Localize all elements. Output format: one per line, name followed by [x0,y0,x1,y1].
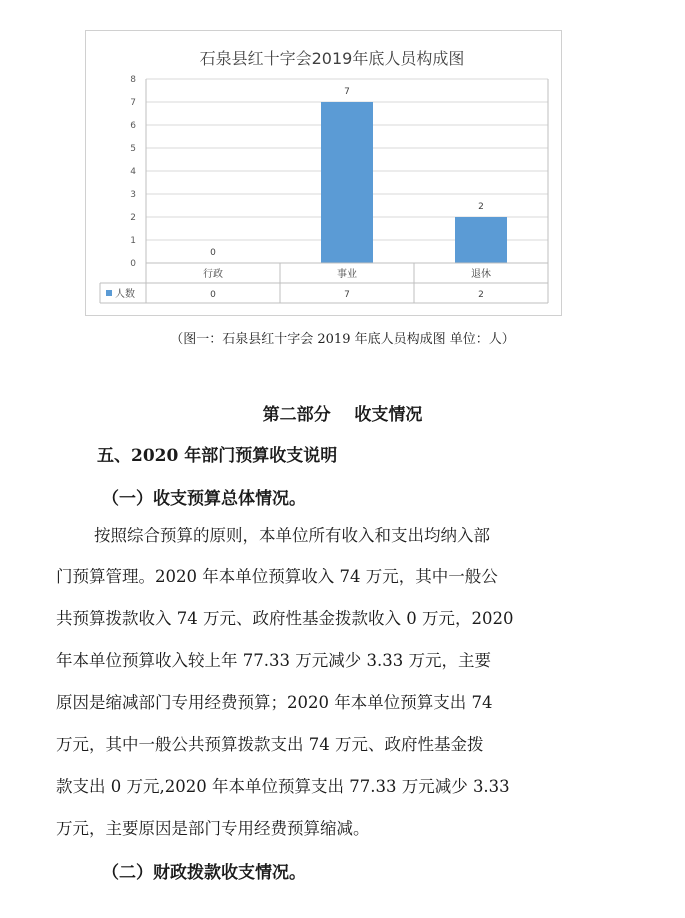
figure-caption: （图一：石泉县红十字会 2019 年底人员构成图 单位：人） [170,332,515,347]
section-title: 第二部分 收支情况 [262,405,423,425]
category-label: 行政 [203,269,223,280]
chart-bars [321,102,507,263]
heading-fiscal-appropriation: （二）财政拨款收支情况。 [102,863,306,883]
heading-budget-explanation: 五、2020 年部门预算收支说明 [97,446,338,466]
y-tick-label: 3 [130,190,136,200]
paragraph-line: 按照综合预算的原则，本单位所有收入和支出均纳入部 [94,526,490,545]
paragraph-line: 年本单位预算收入较上年 77.33 万元减少 3.33 万元，主要 [56,651,491,670]
chart-svg [86,31,563,317]
category-label: 事业 [337,269,357,280]
y-tick-label: 4 [130,167,136,177]
table-value: 2 [478,290,484,300]
bar-事业 [321,102,373,263]
y-axis-ticks [130,75,136,269]
paragraph-line: 门预算管理。2020 年本单位预算收入 74 万元，其中一般公 [56,567,498,586]
paragraph-line: 款支出 0 万元,2020 年本单位预算支出 77.33 万元减少 3.33 [56,777,510,796]
y-tick-label: 8 [130,75,136,85]
paragraph-line: 万元，其中一般公共预算拨款支出 74 万元、政府性基金拨 [56,735,484,754]
category-label: 退休 [471,269,491,280]
y-tick-label: 0 [130,259,136,269]
y-tick-label: 7 [130,98,136,108]
data-label: 0 [210,248,216,258]
y-tick-label: 5 [130,144,136,154]
paragraph-line: 万元，主要原因是部门专用经费预算缩减。 [56,819,370,838]
legend-label: 人数 [115,289,135,300]
chart-title: 石泉县红十字会2019年底人员构成图 [199,49,465,68]
data-label: 2 [478,202,484,212]
legend-swatch [106,290,112,296]
paragraph-line: 原因是缩减部门专用经费预算；2020 年本单位预算支出 74 [56,693,493,712]
table-value: 0 [210,290,216,300]
y-tick-label: 1 [130,236,136,246]
y-tick-label: 6 [130,121,136,131]
personnel-chart [85,30,562,316]
bar-退休 [455,217,507,263]
data-label: 7 [344,87,350,97]
heading-overall-budget: （一）收支预算总体情况。 [102,489,306,509]
y-tick-label: 2 [130,213,136,223]
paragraph-line: 共预算拨款收入 74 万元、政府性基金拨款收入 0 万元，2020 [56,609,514,628]
table-value: 7 [344,290,350,300]
